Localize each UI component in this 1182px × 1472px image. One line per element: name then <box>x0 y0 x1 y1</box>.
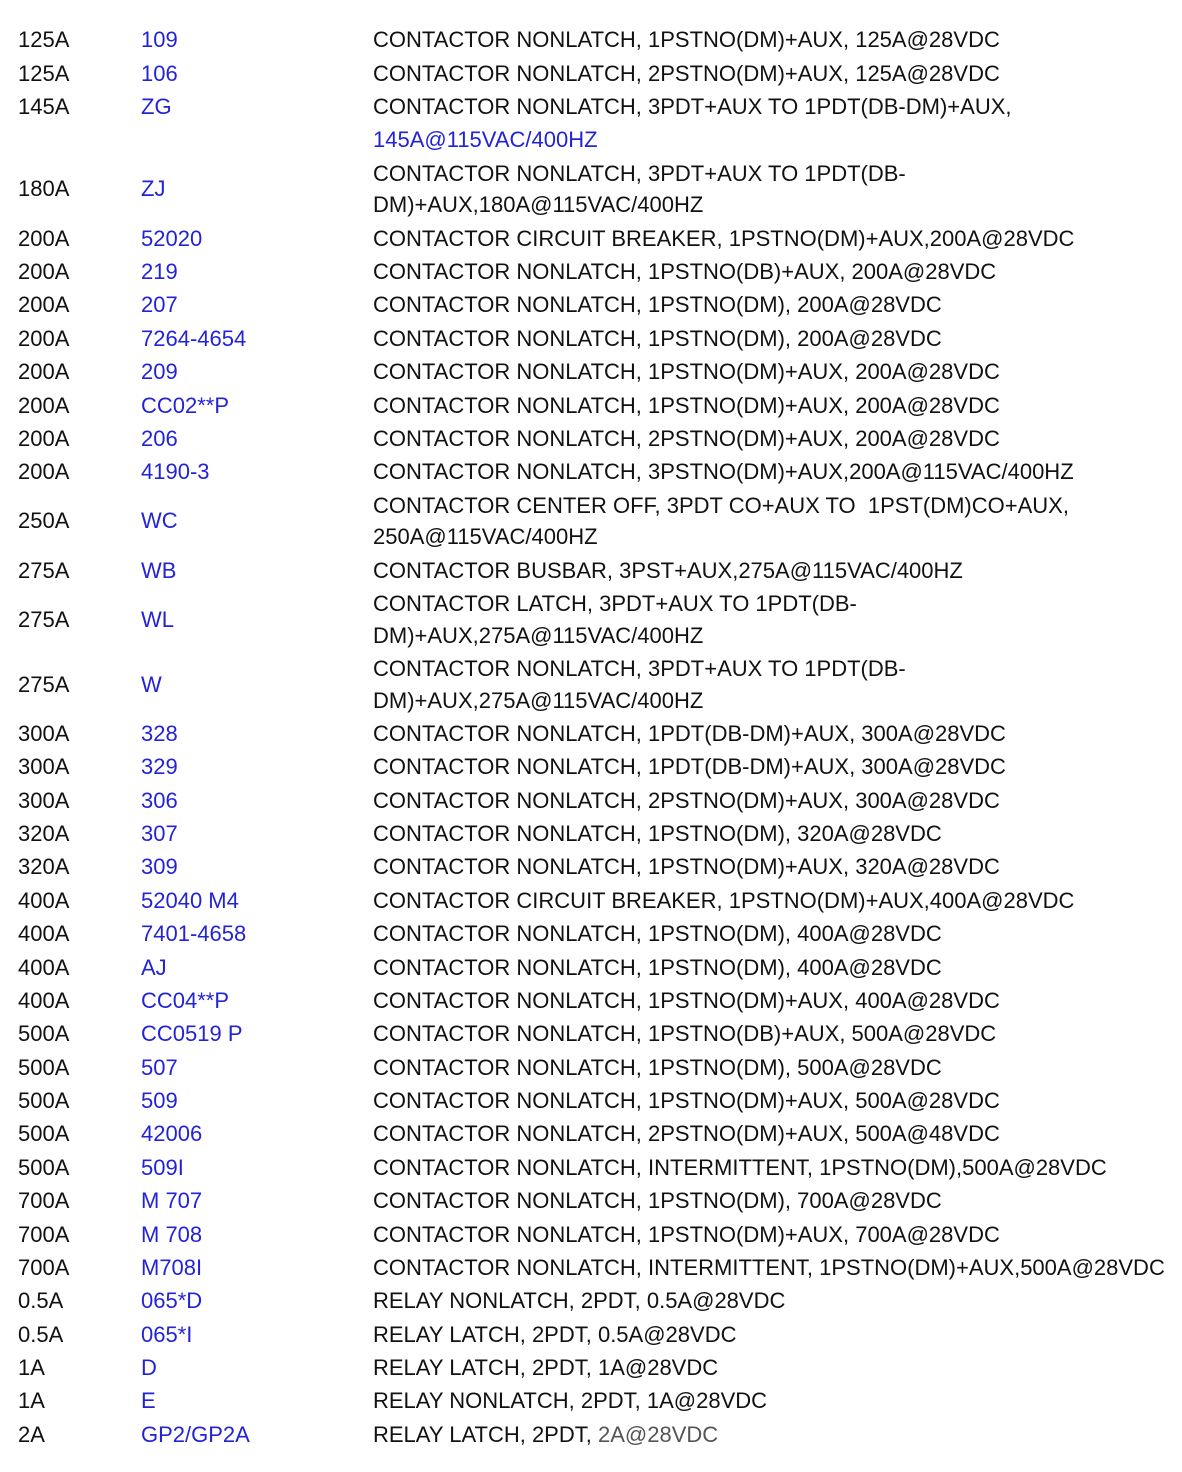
part-number-cell <box>141 984 373 1017</box>
description-cell <box>373 289 1173 322</box>
rating-cell: 300A <box>18 720 70 746</box>
description-cell <box>373 851 1173 884</box>
part-number-link[interactable]: 52020 <box>141 225 203 251</box>
table-row <box>18 587 1173 652</box>
rating-cell: 320A <box>18 854 70 880</box>
parts-table <box>18 23 1173 1451</box>
description-text: CONTACTOR NONLATCH, 1PSTNO(DM), 200A@28VDC <box>373 325 942 351</box>
rating-cell: 275A <box>18 606 70 632</box>
description-muted-text: 2A@28VDC <box>597 1421 719 1447</box>
part-number-cell <box>141 289 373 322</box>
rating-cell: 275A <box>18 671 70 697</box>
part-number-link[interactable]: 7401-4658 <box>141 921 247 947</box>
rating-cell: 1A <box>18 1355 45 1381</box>
part-number-link[interactable]: ZG <box>141 93 172 119</box>
rating-cell: 400A <box>18 921 70 947</box>
part-number-cell <box>141 587 373 652</box>
rating-cell: 275A <box>18 557 70 583</box>
description-text: RELAY LATCH, 2PDT, 0.5A@28VDC <box>373 1321 737 1347</box>
description-text: CONTACTOR CENTER OFF, 3PDT CO+AUX TO 1PST(DM)CO+AUX, 250A@115VAC/400HZ <box>373 492 1076 550</box>
description-cell <box>373 1184 1173 1217</box>
rating-cell: 200A <box>18 459 70 485</box>
part-number-link[interactable]: WB <box>141 557 177 583</box>
description-text: CONTACTOR NONLATCH, 1PSTNO(DM), 500A@28VDC <box>373 1054 942 1080</box>
table-row <box>18 1218 1173 1251</box>
part-number-cell <box>141 455 373 488</box>
rating-cell: 2A <box>18 1421 45 1447</box>
rating-cell: 0.5A <box>18 1288 64 1314</box>
rating-cell: 700A <box>18 1188 70 1214</box>
rating-cell: 300A <box>18 754 70 780</box>
part-number-cell <box>141 1351 373 1384</box>
description-cell <box>373 1118 1173 1151</box>
part-number-link[interactable]: 328 <box>141 720 178 746</box>
table-row <box>18 1385 1173 1418</box>
part-number-cell <box>141 57 373 90</box>
part-number-cell <box>141 355 373 388</box>
rating-cell: 700A <box>18 1254 70 1280</box>
description-cell <box>373 255 1173 288</box>
description-text: CONTACTOR NONLATCH, 2PSTNO(DM)+AUX, 200A@28VDC <box>373 425 1000 451</box>
part-number-link[interactable]: 106 <box>141 60 178 86</box>
table-row <box>18 817 1173 850</box>
part-number-cell <box>141 422 373 455</box>
description-cell <box>373 1251 1173 1284</box>
rating-cell: 200A <box>18 359 70 385</box>
description-cell <box>373 951 1173 984</box>
part-number-cell <box>141 1151 373 1184</box>
description-text: CONTACTOR LATCH, 3PDT+AUX TO 1PDT(DB-DM)+AUX,275A@115VAC/400HZ <box>373 591 857 648</box>
rating-cell: 300A <box>18 787 70 813</box>
table-row <box>18 422 1173 455</box>
description-text: CONTACTOR NONLATCH, 3PSTNO(DM)+AUX,200A@115VAC/400HZ <box>373 459 1074 485</box>
part-number-link[interactable]: E <box>141 1388 156 1414</box>
description-text: CONTACTOR NONLATCH, 3PDT+AUX TO 1PDT(DB-DM)+AUX, <box>373 93 1012 119</box>
table-row <box>18 157 1173 222</box>
description-text: CONTACTOR NONLATCH, 1PSTNO(DM)+AUX, 400A@28VDC <box>373 987 1000 1013</box>
table-row <box>18 255 1173 288</box>
part-number-cell <box>141 652 373 717</box>
part-number-link[interactable]: CC0519 P <box>141 1021 243 1047</box>
description-text: CONTACTOR NONLATCH, 1PSTNO(DM), 400A@28VDC <box>373 954 942 980</box>
parts-table-body <box>18 23 1173 1451</box>
part-number-link[interactable]: 109 <box>141 27 178 53</box>
description-cell <box>373 1284 1173 1317</box>
table-row <box>18 1318 1173 1351</box>
description-text: CONTACTOR NONLATCH, 1PSTNO(DM), 200A@28VDC <box>373 292 942 318</box>
part-number-cell <box>141 1051 373 1084</box>
part-number-cell <box>141 817 373 850</box>
part-number-cell <box>141 951 373 984</box>
description-text: CONTACTOR NONLATCH, 1PSTNO(DB)+AUX, 500A@28VDC <box>373 1021 997 1047</box>
part-number-link[interactable]: 307 <box>141 821 178 847</box>
table-row <box>18 1118 1173 1151</box>
part-number-link[interactable]: 207 <box>141 292 178 318</box>
part-number-cell <box>141 489 373 554</box>
part-number-cell <box>141 1251 373 1284</box>
rating-cell: 200A <box>18 259 70 285</box>
description-cell <box>373 1418 1173 1451</box>
description-text: CONTACTOR BUSBAR, 3PST+AUX,275A@115VAC/400HZ <box>373 557 963 583</box>
table-row <box>18 917 1173 950</box>
description-cell <box>373 23 1173 56</box>
description-text: CONTACTOR NONLATCH, INTERMITTENT, 1PSTNO(DM),500A@28VDC <box>373 1154 1107 1180</box>
rating-cell: 145A <box>18 93 70 119</box>
part-number-cell <box>141 1017 373 1050</box>
table-row <box>18 322 1173 355</box>
description-cell <box>373 1051 1173 1084</box>
table-row <box>18 984 1173 1017</box>
part-number-cell <box>141 322 373 355</box>
description-text: CONTACTOR NONLATCH, 1PSTNO(DM)+AUX, 200A@28VDC <box>373 392 1000 418</box>
rating-cell: 200A <box>18 325 70 351</box>
table-row <box>18 57 1173 90</box>
part-number-cell <box>141 23 373 56</box>
description-cell <box>373 157 1173 222</box>
description-cell <box>373 455 1173 488</box>
table-row <box>18 222 1173 255</box>
description-cell <box>373 1218 1173 1251</box>
description-cell <box>373 222 1173 255</box>
description-cell <box>373 489 1173 554</box>
rating-cell: 180A <box>18 176 70 202</box>
table-row <box>18 1184 1173 1217</box>
part-number-link[interactable]: 219 <box>141 259 178 285</box>
part-number-cell <box>141 1118 373 1151</box>
part-number-link[interactable]: 329 <box>141 754 178 780</box>
table-row <box>18 1151 1173 1184</box>
rating-cell: 125A <box>18 60 70 86</box>
part-number-cell <box>141 123 373 156</box>
rating-cell: 700A <box>18 1221 70 1247</box>
part-number-cell <box>141 1385 373 1418</box>
description-cell <box>373 984 1173 1017</box>
description-text: CONTACTOR NONLATCH, 1PSTNO(DM)+AUX, 320A@28VDC <box>373 854 1000 880</box>
description-cell <box>373 652 1173 717</box>
description-cell <box>373 917 1173 950</box>
description-cell <box>373 389 1173 422</box>
table-row <box>18 717 1173 750</box>
description-cell <box>373 817 1173 850</box>
part-number-link[interactable]: GP2/GP2A <box>141 1421 250 1447</box>
description-text: CONTACTOR NONLATCH, 1PSTNO(DM), 700A@28VDC <box>373 1188 942 1214</box>
part-number-link[interactable]: 507 <box>141 1054 178 1080</box>
part-number-link[interactable]: 509 <box>141 1088 178 1114</box>
description-cell <box>373 1017 1173 1050</box>
description-text: RELAY NONLATCH, 2PDT, 0.5A@28VDC <box>373 1288 786 1314</box>
table-row <box>18 652 1173 717</box>
description-text: CONTACTOR NONLATCH, 1PSTNO(DM)+AUX, 200A@28VDC <box>373 359 1000 385</box>
description-text: RELAY NONLATCH, 2PDT, 1A@28VDC <box>373 1388 768 1414</box>
description-text: CONTACTOR NONLATCH, 1PSTNO(DM), 400A@28VDC <box>373 921 942 947</box>
part-number-cell <box>141 1284 373 1317</box>
rating-cell: 0.5A <box>18 1321 64 1347</box>
table-row <box>18 851 1173 884</box>
part-number-cell <box>141 884 373 917</box>
description-text: CONTACTOR NONLATCH, 3PDT+AUX TO 1PDT(DB-DM)+AUX,275A@115VAC/400HZ <box>373 655 906 713</box>
rating-cell: 1A <box>18 1388 45 1414</box>
part-number-cell <box>141 717 373 750</box>
rating-cell: 400A <box>18 954 70 980</box>
part-number-link[interactable]: 4190-3 <box>141 459 210 485</box>
description-link[interactable]: 145A@115VAC/400HZ <box>373 127 598 153</box>
description-cell <box>373 90 1173 123</box>
rating-cell: 200A <box>18 292 70 318</box>
table-row <box>18 489 1173 554</box>
description-text: CONTACTOR NONLATCH, 1PSTNO(DB)+AUX, 200A@28VDC <box>373 259 997 285</box>
part-number-link[interactable]: 309 <box>141 854 178 880</box>
table-row <box>18 90 1173 123</box>
part-number-cell <box>141 389 373 422</box>
part-number-cell <box>141 90 373 123</box>
part-number-link[interactable]: CC02**P <box>141 392 230 418</box>
rating-cell: 400A <box>18 887 70 913</box>
table-row <box>18 951 1173 984</box>
part-number-cell <box>141 1084 373 1117</box>
part-number-link[interactable]: 065*I <box>141 1321 193 1347</box>
description-cell <box>373 57 1173 90</box>
part-number-link[interactable]: 509I <box>141 1154 184 1180</box>
table-row <box>18 355 1173 388</box>
rating-cell: 500A <box>18 1121 70 1147</box>
description-text: CONTACTOR NONLATCH, 3PDT+AUX TO 1PDT(DB-DM)+AUX,180A@115VAC/400HZ <box>373 160 906 218</box>
description-text: CONTACTOR NONLATCH, 1PSTNO(DM)+AUX, 700A@28VDC <box>373 1221 1000 1247</box>
table-row <box>18 1351 1173 1384</box>
part-number-link[interactable]: 209 <box>141 359 178 385</box>
part-number-link[interactable]: 306 <box>141 787 178 813</box>
description-text: RELAY LATCH, 2PDT, 1A@28VDC <box>373 1355 719 1381</box>
part-number-cell <box>141 157 373 222</box>
table-row <box>18 784 1173 817</box>
part-number-link[interactable]: WC <box>141 508 178 534</box>
description-text: CONTACTOR NONLATCH, 2PSTNO(DM)+AUX, 125A@28VDC <box>373 60 1000 86</box>
rating-cell: 500A <box>18 1054 70 1080</box>
part-number-link[interactable]: ZJ <box>141 176 166 202</box>
part-number-cell <box>141 554 373 587</box>
part-number-link[interactable]: AJ <box>141 954 167 980</box>
description-cell <box>373 750 1173 783</box>
part-number-link[interactable]: D <box>141 1355 157 1381</box>
part-number-cell <box>141 1418 373 1451</box>
rating-cell: 500A <box>18 1088 70 1114</box>
description-text: CONTACTOR NONLATCH, 1PDT(DB-DM)+AUX, 300A@28VDC <box>373 754 1006 780</box>
table-row <box>18 123 1173 156</box>
description-cell <box>373 784 1173 817</box>
description-cell <box>373 587 1173 652</box>
part-number-cell <box>141 917 373 950</box>
part-number-link[interactable]: CC04**P <box>141 987 230 1013</box>
description-text: CONTACTOR NONLATCH, 1PDT(DB-DM)+AUX, 300A@28VDC <box>373 720 1006 746</box>
description-cell <box>373 554 1173 587</box>
part-number-cell <box>141 851 373 884</box>
table-row <box>18 1284 1173 1317</box>
description-cell <box>373 884 1173 917</box>
part-number-cell <box>141 784 373 817</box>
part-number-link[interactable]: M 708 <box>141 1221 203 1247</box>
table-row <box>18 1418 1173 1451</box>
part-number-link[interactable]: WL <box>141 606 174 632</box>
description-text: CONTACTOR CIRCUIT BREAKER, 1PSTNO(DM)+AUX,200A@28VDC <box>373 225 1075 251</box>
description-text: CONTACTOR NONLATCH, 1PSTNO(DM)+AUX, 500A@28VDC <box>373 1088 1000 1114</box>
description-text: CONTACTOR NONLATCH, 2PSTNO(DM)+AUX, 500A@48VDC <box>373 1121 1000 1147</box>
part-number-link[interactable]: M 707 <box>141 1188 203 1214</box>
rating-cell: 250A <box>18 508 70 534</box>
rating-cell: 320A <box>18 821 70 847</box>
table-row <box>18 455 1173 488</box>
part-number-cell <box>141 750 373 783</box>
rating-cell: 500A <box>18 1021 70 1047</box>
part-number-link[interactable]: 7264-4654 <box>141 325 247 351</box>
part-number-link[interactable]: 42006 <box>141 1121 203 1147</box>
description-cell <box>373 1151 1173 1184</box>
part-number-cell <box>141 1318 373 1351</box>
rating-cell: 200A <box>18 425 70 451</box>
table-row <box>18 884 1173 917</box>
description-text: CONTACTOR NONLATCH, 1PSTNO(DM), 320A@28VDC <box>373 821 942 847</box>
description-text: CONTACTOR NONLATCH, 1PSTNO(DM)+AUX, 125A@28VDC <box>373 27 1000 53</box>
part-number-link[interactable]: M708I <box>141 1254 203 1280</box>
part-number-cell <box>141 222 373 255</box>
description-cell <box>373 1385 1173 1418</box>
table-row <box>18 554 1173 587</box>
part-number-link[interactable]: 52040 M4 <box>141 887 239 913</box>
description-cell <box>373 422 1173 455</box>
part-number-link[interactable]: 206 <box>141 425 178 451</box>
description-cell <box>373 355 1173 388</box>
description-text: RELAY LATCH, 2PDT, <box>373 1421 592 1447</box>
description-text: CONTACTOR NONLATCH, INTERMITTENT, 1PSTNO(DM)+AUX,500A@28VDC <box>373 1254 1165 1280</box>
rating-cell: 200A <box>18 392 70 418</box>
part-number-cell <box>141 1184 373 1217</box>
table-row <box>18 389 1173 422</box>
rating-cell: 125A <box>18 27 70 53</box>
part-number-cell <box>141 255 373 288</box>
rating-cell: 400A <box>18 987 70 1013</box>
table-row <box>18 1251 1173 1284</box>
part-number-link[interactable]: W <box>141 671 162 697</box>
description-text: CONTACTOR CIRCUIT BREAKER, 1PSTNO(DM)+AUX,400A@28VDC <box>373 887 1075 913</box>
description-cell <box>373 1318 1173 1351</box>
rating-cell <box>18 123 141 156</box>
description-text: CONTACTOR NONLATCH, 2PSTNO(DM)+AUX, 300A@28VDC <box>373 787 1000 813</box>
description-cell <box>373 123 1173 156</box>
table-row <box>18 750 1173 783</box>
rating-cell: 500A <box>18 1154 70 1180</box>
part-number-link[interactable]: 065*D <box>141 1288 203 1314</box>
description-cell <box>373 1084 1173 1117</box>
table-row <box>18 1017 1173 1050</box>
table-row <box>18 1051 1173 1084</box>
part-number-cell <box>141 1218 373 1251</box>
table-row <box>18 23 1173 56</box>
table-row <box>18 1084 1173 1117</box>
description-cell <box>373 717 1173 750</box>
description-cell <box>373 322 1173 355</box>
rating-cell: 200A <box>18 225 70 251</box>
description-cell <box>373 1351 1173 1384</box>
table-row <box>18 289 1173 322</box>
